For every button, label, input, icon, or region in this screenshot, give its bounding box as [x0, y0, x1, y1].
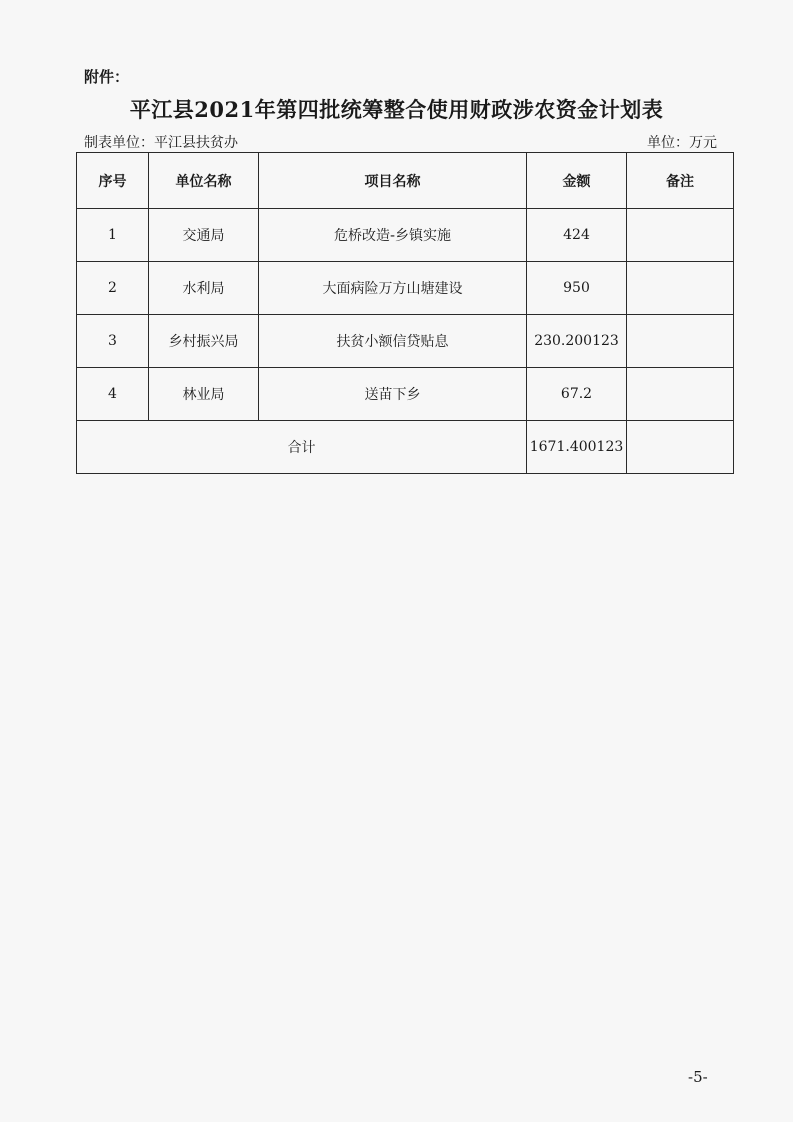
cell-unit-name: 林业局 — [149, 368, 259, 421]
table-total-row — [77, 421, 734, 474]
cell-unit-name: 交通局 — [149, 209, 259, 262]
amount-unit: 单位：万元 — [647, 135, 717, 151]
page-number: -5- — [688, 1068, 708, 1086]
cell-remarks — [627, 315, 734, 368]
table-row — [77, 262, 734, 315]
document-title: 平江县2021年第四批统筹整合使用财政涉农资金计划表 — [129, 97, 664, 122]
cell-project-name: 送苗下乡 — [259, 368, 527, 421]
cell-project-name: 扶贫小额信贷贴息 — [259, 315, 527, 368]
total-amount: 1671.400123 — [527, 421, 627, 474]
cell-serial: 1 — [77, 209, 149, 262]
header-serial: 序号 — [77, 153, 149, 209]
table-row — [77, 209, 734, 262]
cell-project-name: 危桥改造-乡镇实施 — [259, 209, 527, 262]
cell-serial: 3 — [77, 315, 149, 368]
table-row — [77, 315, 734, 368]
cell-unit-name: 水利局 — [149, 262, 259, 315]
cell-amount: 230.200123 — [527, 315, 627, 368]
cell-unit-name: 乡村振兴局 — [149, 315, 259, 368]
table-meta-row — [76, 132, 733, 152]
cell-serial: 2 — [77, 262, 149, 315]
attachment-label: 附件： — [84, 68, 130, 86]
header-unit-name: 单位名称 — [149, 153, 259, 209]
cell-amount: 67.2 — [527, 368, 627, 421]
cell-remarks — [627, 368, 734, 421]
cell-project-name: 大面病险万方山塘建设 — [259, 262, 527, 315]
header-remarks: 备注 — [627, 153, 734, 209]
table-header-row — [77, 153, 734, 209]
header-amount: 金额 — [527, 153, 627, 209]
cell-amount: 424 — [527, 209, 627, 262]
cell-amount: 950 — [527, 262, 627, 315]
cell-remarks — [627, 262, 734, 315]
total-remarks — [627, 421, 734, 474]
total-label: 合计 — [77, 421, 527, 474]
header-project-name: 项目名称 — [259, 153, 527, 209]
compiler-unit: 制表单位：平江县扶贫办 — [84, 135, 238, 151]
cell-remarks — [627, 209, 734, 262]
table-row — [77, 368, 734, 421]
fund-plan-table — [76, 152, 734, 474]
cell-serial: 4 — [77, 368, 149, 421]
